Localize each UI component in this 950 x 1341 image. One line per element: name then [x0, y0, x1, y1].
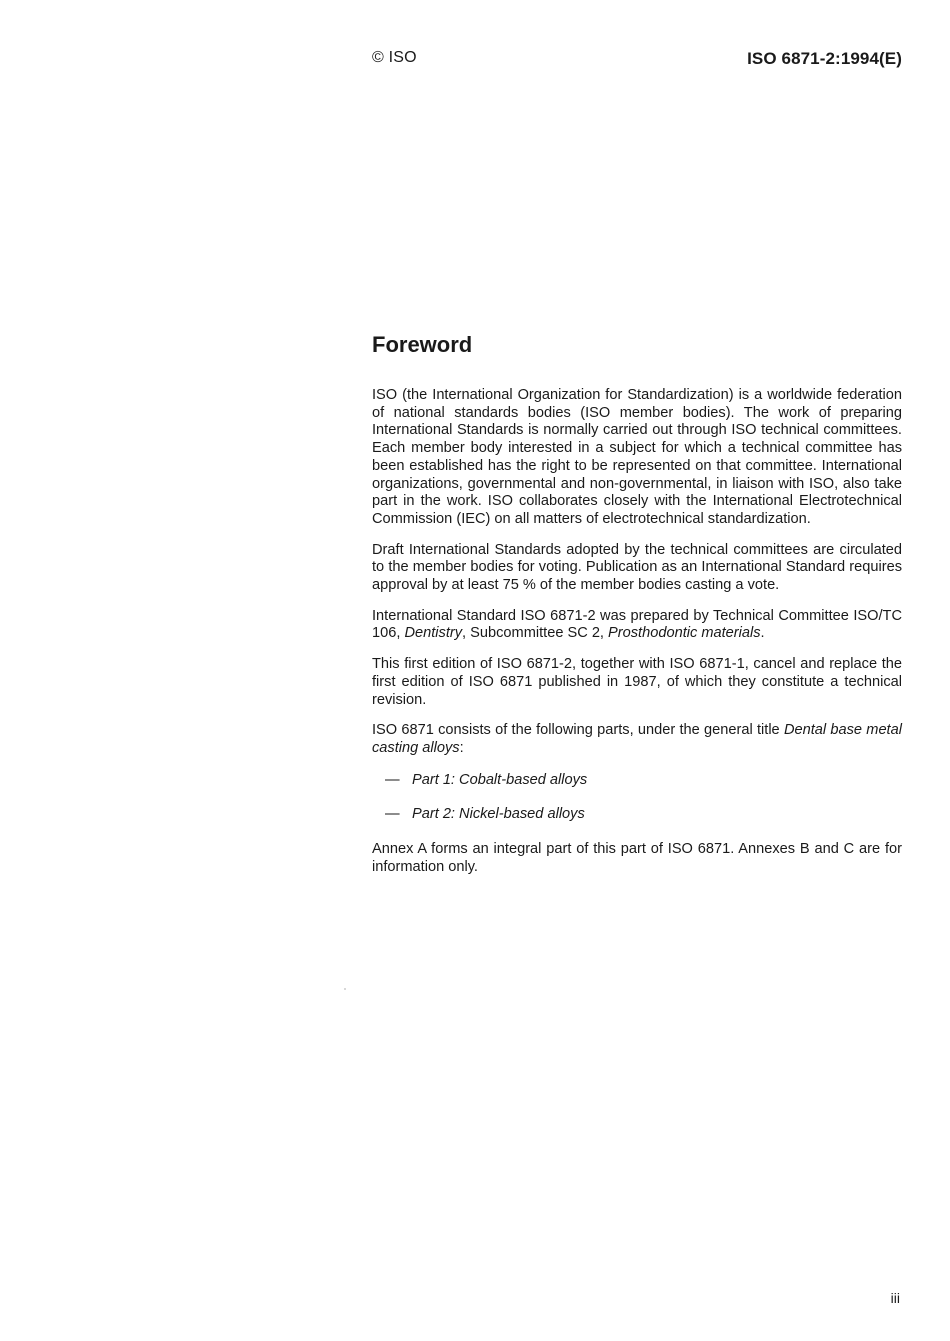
scan-speck	[344, 988, 346, 990]
part-label: Part 1: Cobalt-based alloys	[412, 771, 588, 788]
document-identifier: ISO 6871-2:1994(E)	[747, 49, 902, 68]
foreword-section	[372, 330, 902, 889]
committee-name: Dentistry	[404, 625, 463, 642]
committee-text-a: International Standard ISO 6871-2 was prepared by Technical Committee ISO/TC 106,	[372, 607, 902, 642]
parts-intro-colon: :	[459, 739, 464, 756]
copyright-notice: © ISO	[372, 49, 417, 66]
paragraph-committee	[372, 608, 902, 643]
paragraph-parts-intro	[372, 722, 902, 757]
paragraph-iso-intro: ISO (the International Organization for Standardization) is a worldwide federation of national standards bodies (ISO member bodies). The work of preparing International Standards is normally carried out through ISO technical committees. Each member body interested in a subject for which a technical committee has been established has the right to be represented on that committee. International organizations, governmental and non-governmental, in liaison with ISO, also take part in the work. ISO collaborates closely with the International Electrotechnical Commission (IEC) on all matters of electrotechnical standardization.	[372, 387, 902, 527]
committee-text-b: , Subcommittee SC 2,	[462, 625, 609, 642]
list-item	[385, 806, 902, 824]
parts-intro-text: ISO 6871 consists of the following parts, under the general title	[372, 722, 784, 739]
page-title: Foreword	[372, 332, 473, 357]
list-dash: —	[385, 771, 400, 788]
committee-text-c: .	[760, 625, 765, 642]
paragraph-annexes: Annex A forms an integral part of this part of ISO 6871. Annexes B and C are for information only.	[372, 841, 902, 875]
paragraph-draft-standards: Draft International Standards adopted by the technical committees are circulated to the member bodies for voting. Publication as an International Standard requires approval by at least 75 % of the member bodies casting a vote.	[372, 541, 902, 594]
general-title: Dental base metal casting alloys	[372, 722, 902, 756]
parts-list	[372, 772, 902, 824]
list-dash: —	[385, 806, 400, 823]
paragraph-edition: This first edition of ISO 6871-2, together with ISO 6871-1, cancel and replace the first edition of ISO 6871 published in 1987, of which they constitute a technical revision.	[372, 656, 902, 708]
page-number: iii	[890, 1290, 900, 1306]
subcommittee-name: Prosthodontic materials	[608, 625, 761, 642]
list-item	[385, 772, 902, 790]
part-label: Part 2: Nickel-based alloys	[412, 806, 585, 823]
